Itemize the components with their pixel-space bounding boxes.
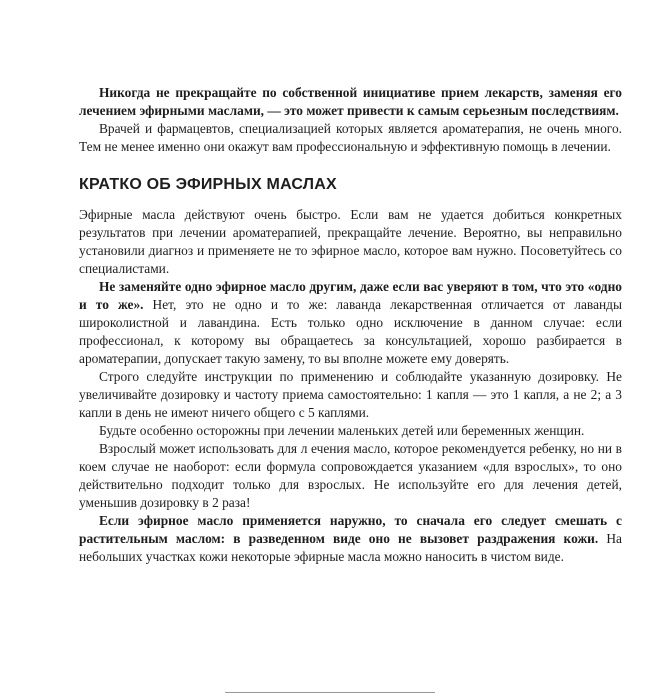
bottom-divider <box>225 692 435 693</box>
paragraph-dosage: Строго следуйте инструкции по применению и соблюдайте указанную дозировку. Не увеличивайте дозировку и частоту приема самостоятельно: 1 капля — это 1 капля, а не 2; а 3 капли в день не имеют ничего общего с 5 каплями. <box>79 369 622 420</box>
section-body <box>79 206 622 566</box>
paragraph-external-use-text: На небольших участках кожи некоторые эфирные масла можно наносить в чистом виде. <box>79 531 622 564</box>
warning-paragraph <box>79 84 622 120</box>
intro-block <box>79 84 622 156</box>
warning-bold-text: Никогда не прекращайте по собственной инициативе прием лекарств, заменяя его лечением эфирными маслами, — это может привести к самым серьезным последствиям. <box>79 85 622 118</box>
paragraph-fast-action: Эфирные масла действуют очень быстро. Если вам не удается добиться конкретных результатов при лечении ароматерапией, прекращайте лечение. Вероятно, вы неправильно установили диагноз и применяете не то эфирное масло, которое вам нужно. Посоветуйтесь со специалистами. <box>79 207 622 276</box>
paragraph-adult-child: Взрослый может использовать для л ечения масло, которое рекомендуется ребенку, но ни в коем случае не наоборот: если формула сопровождается указанием «для взрослых», то оно действительно подходит только для взрослых. Не используйте его для лечения детей, уменьшив дозировку в 2 раза! <box>79 441 622 510</box>
section-heading: КРАТКО ОБ ЭФИРНЫХ МАСЛАХ <box>79 176 337 193</box>
paragraph-external-use <box>79 512 622 566</box>
paragraph-no-substitution-text: Нет, это не одно и то же: лаванда лекарственная отличается от лаванды широколистной и лавандина. Есть только одно исключение в данном случае: если профессионал, к которому вы обращаетесь за консультацией, хорошо разбирается в ароматерапии, допускает такую замену, то вы вполне можете ему доверять. <box>79 297 622 366</box>
paragraph-external-use-bold: Если эфирное масло применяется наружно, то сначала его следует смешать с растительным маслом: в разведенном виде оно не вызовет раздражения кожи. <box>79 513 622 546</box>
paragraph-no-substitution <box>79 278 622 368</box>
paragraph-no-substitution-bold: Не заменяйте одно эфирное масло другим, даже если вас уверяют в том, что это «одно и то же». <box>79 279 622 312</box>
specialists-paragraph: Врачей и фармацевтов, специализацией которых является ароматерапия, не очень много. Тем не менее именно они окажут вам профессиональную и эффективную помощь в лечении. <box>79 121 622 154</box>
paragraph-children-caution: Будьте особенно осторожны при лечении маленьких детей или беременных женщин. <box>99 423 585 438</box>
